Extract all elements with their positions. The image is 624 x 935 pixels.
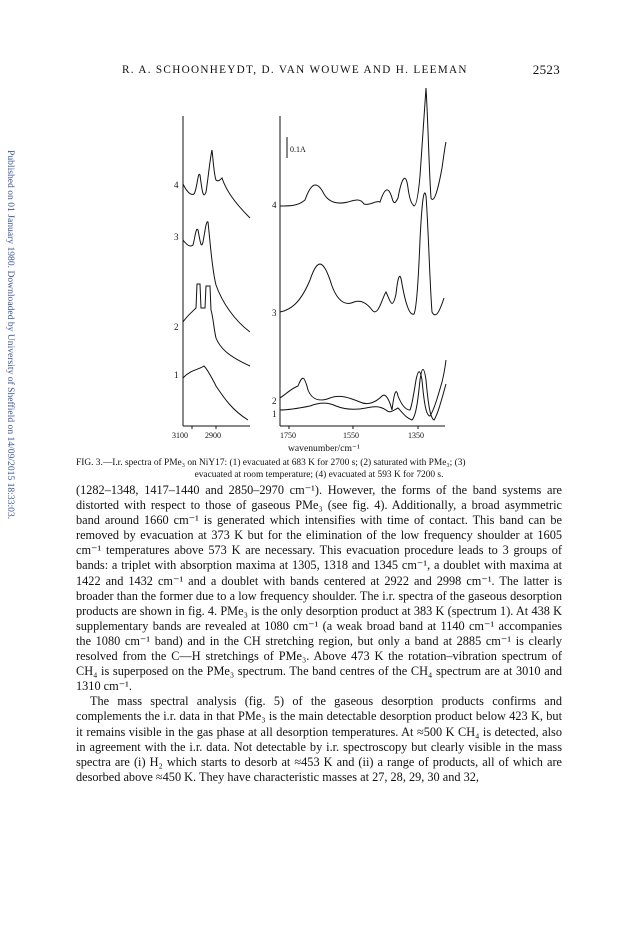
left-spectrum-3 [183,222,250,332]
paragraph: The mass spectral analysis (fig. 5) of the gaseous desorption products confirms and complements the i.r. data in that PMe₃ is the main detectable desorption product below 423 K, but it remains visible in the gas phase at all desorption temperatures. At ≈500 K CH₄ is detected, also in agreement with the i.r. data. Not detectable by i.r. spectroscopy but clearly visible in the mass spectra are (i) H₂ which starts to desorb at ≈453 K and (ii) a range of products, all of which are desorbed above ≈450 K. They have characteristic masses at 27, 28, 29, 30 and 32, [76,694,562,784]
figure-caption [76,458,562,481]
download-notice [4,150,18,690]
right-spectrum-label: 2 [272,396,277,406]
right-panel-tick-label: 1750 [280,431,296,440]
left-spectrum-label: 3 [174,232,179,242]
paragraph: (1282–1348, 1417–1440 and 2850–2970 cm⁻¹). However, the forms of the band systems are distorted with respect to those of gaseous PMe₃ (see fig. 4). Additionally, a broad asymmetric band around 1660 cm⁻¹ is generated which intensifies with time of contact. This band can be removed by evacuation at 373 K but for the elimination of the low frequency shoulder at 1605 cm⁻¹ temperatures above 573 K are necessary. This evacuation procedure leads to 3 groups of bands: a triplet with absorption maxima at 1305, 1318 and 1345 cm⁻¹, a doublet with maxima at 1422 and 1432 cm⁻¹ and a doublet with bands centered at 2922 and 2998 cm⁻¹. The latter is broader than the former due to a low frequency shoulder. The i.r. spectra of the gaseous desorption products are shown in fig. 4. PMe₃ is the only desorption product at 383 K (spectrum 1). At 438 K supplementary bands are revealed at 1080 cm⁻¹ (a weak broad band at 1140 cm⁻¹ accompanies the 1080 cm⁻¹ band) and in the CH stretching region, but only a band at 2885 cm⁻¹ is clearly resolved from the C—H stretchings of PMe₃. Above 473 K the rotation–vibration spectrum of CH₄ is superposed on the PMe₃ spectrum. The band centres of the CH₄ spectrum are at 3010 and 1310 cm⁻¹. [76,483,562,694]
x-axis-label: wavenumber/cm⁻¹ [288,443,360,454]
caption-line-1: FIG. 3.—I.r. spectra of PMe₃ on NiY17: (1) evacuated at 683 K for 2700 s; (2) saturated with PMe₃; (3) [76,458,466,468]
scale-bar-label: 0.1A [290,145,306,154]
left-spectrum-label: 4 [174,180,179,190]
right-panel-tick-label: 1350 [408,431,424,440]
running-header [108,64,560,80]
right-panel [272,88,446,440]
caption-line-2: evacuated at room temperature; (4) evacuated at 593 K for 7200 s. [194,469,444,480]
download-notice-text: Published on 01 January 1980. Downloaded by University of Sheffield on 14/09/2015 18:33:03. [5,150,16,520]
left-panel-tick-label: 2900 [205,431,221,440]
left-panel-tick-label: 3100 [172,431,188,440]
right-panel-tick-label: 1550 [343,431,359,440]
right-spectrum-label: 4 [272,200,277,210]
left-spectrum-4 [183,150,250,218]
left-spectrum-1 [183,366,248,420]
left-spectrum-label: 1 [174,370,179,380]
left-panel [172,116,250,440]
right-spectrum-3 [280,193,444,315]
right-spectrum-2 [280,360,446,416]
right-spectrum-label: 3 [272,308,277,318]
body-text [76,483,562,785]
right-spectrum-label: 1 [272,409,277,419]
left-spectrum-label: 2 [174,322,179,332]
page-number: 2523 [532,62,560,77]
header-authors: R. A. SCHOONHEYDT, D. VAN WOUWE AND H. LEEMAN [122,64,468,76]
ir-spectra-figure [150,80,450,460]
left-spectrum-2 [183,284,250,366]
